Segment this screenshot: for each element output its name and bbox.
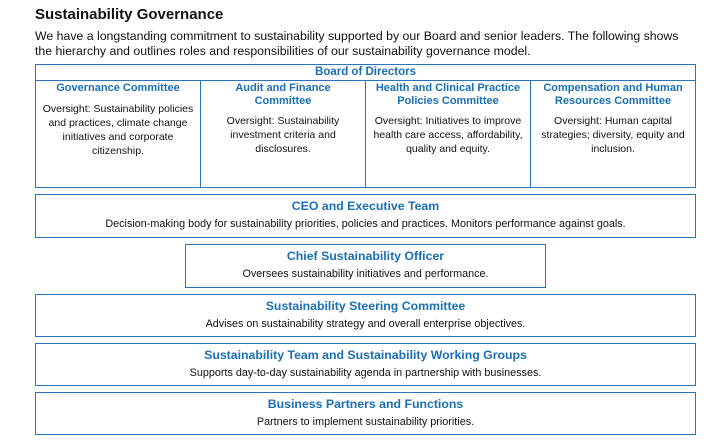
steering-committee-box xyxy=(35,294,696,337)
audit-finance-committee xyxy=(201,81,366,187)
tier-text: Partners to implement sustainability priorities. xyxy=(256,416,475,428)
committee-text: Oversight: Sustainability policies and practices, climate change initiatives and corporate citizenship. xyxy=(42,102,194,157)
committee-title: Governance Committee xyxy=(56,82,180,94)
committee-text: Oversight: Human capital strategies; diversity, equity and inclusion. xyxy=(541,115,685,155)
tier-title: CEO and Executive Team xyxy=(291,199,440,213)
governance-page xyxy=(35,6,696,435)
tier-text: Supports day-to-day sustainability agenda in partnership with businesses. xyxy=(189,367,542,379)
tier-title: Sustainability Steering Committee xyxy=(265,299,466,313)
board-title: Board of Directors xyxy=(36,65,695,81)
chief-sustainability-officer-box xyxy=(185,244,546,288)
tier-title: Chief Sustainability Officer xyxy=(286,249,445,263)
tier-text: Decision-making body for sustainability priorities, policies and practices. Monitors performance against goals. xyxy=(105,218,626,230)
tier-title: Sustainability Team and Sustainability Working Groups xyxy=(204,348,527,362)
committee-text: Oversight: Initiatives to improve health care access, affordability, quality and equity. xyxy=(373,115,523,155)
tier-text: Oversees sustainability initiatives and performance. xyxy=(242,268,489,280)
business-partners-box xyxy=(35,392,696,435)
page-title: Sustainability Governance xyxy=(35,6,224,23)
health-clinical-committee xyxy=(366,81,531,187)
compensation-hr-committee xyxy=(531,81,695,187)
sustainability-team-box xyxy=(35,343,696,386)
committee-title: Compensation and Human Resources Committee xyxy=(543,82,683,107)
committee-title: Health and Clinical Practice Policies Committee xyxy=(375,82,521,107)
board-of-directors-box xyxy=(35,64,696,188)
intro-paragraph: We have a longstanding commitment to sustainability supported by our Board and senior leaders. The following shows the hierarchy and outlines roles and responsibilities of our sustainability governance model. xyxy=(35,29,679,58)
committee-title: Audit and Finance Committee xyxy=(235,82,331,107)
tier-text: Advises on sustainability strategy and overall enterprise objectives. xyxy=(205,318,526,330)
committee-text: Oversight: Sustainability investment criteria and disclosures. xyxy=(226,115,340,155)
committee-columns xyxy=(36,81,695,187)
tier-title: Business Partners and Functions xyxy=(267,397,464,411)
ceo-executive-team-box xyxy=(35,194,696,238)
governance-committee xyxy=(36,81,201,187)
